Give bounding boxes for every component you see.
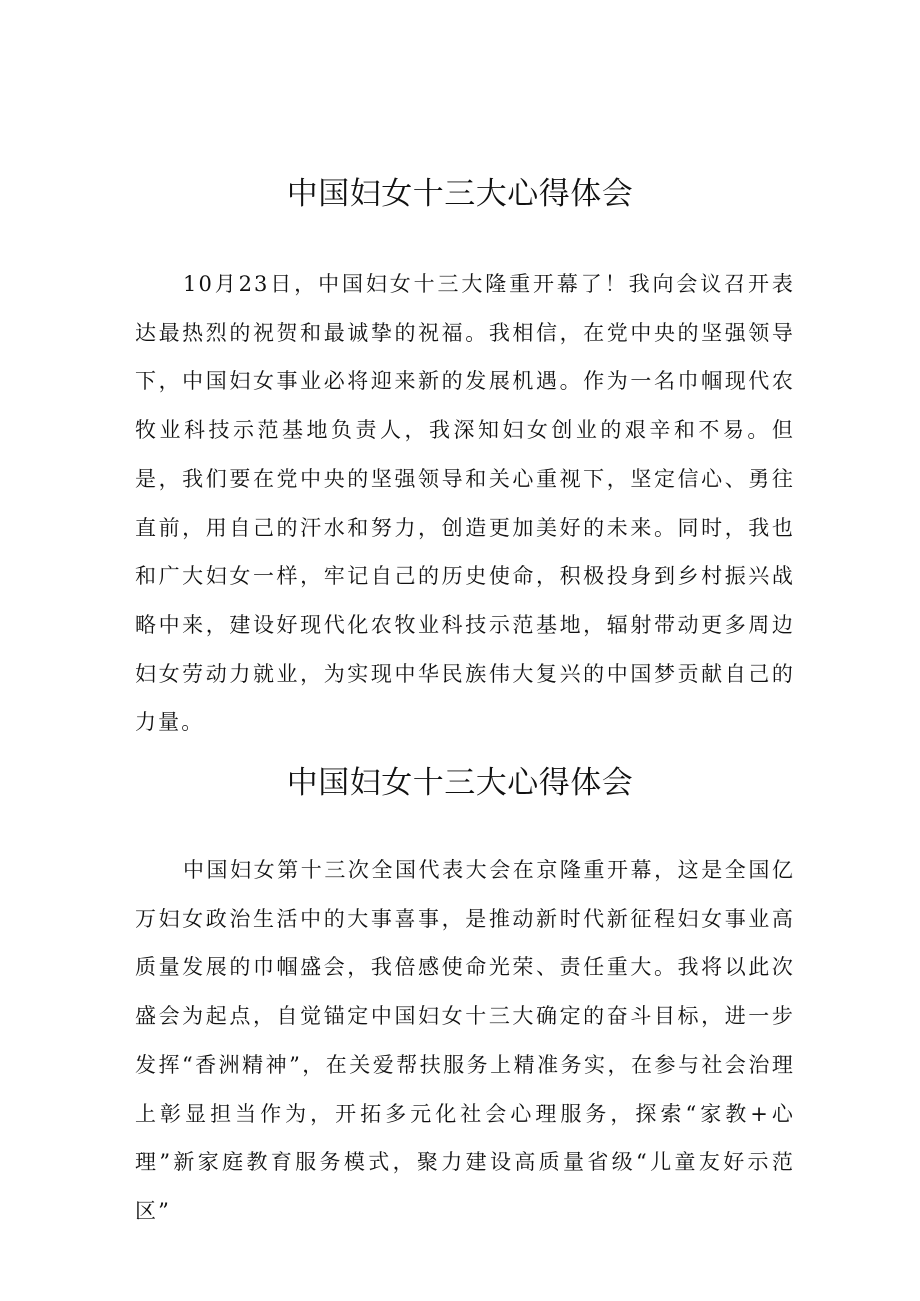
section-1-title: 中国妇女十三大心得体会 <box>286 176 634 212</box>
section-2-title: 中国妇女十三大心得体会 <box>286 765 634 801</box>
section-2-paragraph: 中国妇女第十三次全国代表大会在京隆重开幕，这是全国亿万妇女政治生活中的大事喜事，是推动新时代新征程妇女事业高质量发展的巾帼盛会，我倍感使命光荣、责任重大。我将以此次盛会为起点，自觉锚定中国妇女十三大确定的奋斗目标，进一步发挥“香洲精神”，在关爱帮扶服务上精准务实，在参与社会治理上彰显担当作为，开拓多元化社会心理服务，探索“家教+心理”新家庭教育服务模式，聚力建设高质量省级“儿童友好示范区” <box>135 858 795 1223</box>
section-1-paragraph: 10月23日，中国妇女十三大隆重开幕了！我向会议召开表达最热烈的祝贺和最诚挚的祝福。我相信，在党中央的坚强领导下，中国妇女事业必将迎来新的发展机遇。作为一名巾帼现代农牧业科技示范基地负责人，我深知妇女创业的艰辛和不易。但是，我们要在党中央的坚强领导和关心重视下，坚定信心、勇往直前，用自己的汗水和努力，创造更加美好的未来。同时，我也和广大妇女一样，牢记自己的历史使命，积极投身到乡村振兴战略中来，建设好现代化农牧业科技示范基地，辐射带动更多周边妇女劳动力就业，为实现中华民族伟大复兴的中国梦贡献自己的力量。 <box>135 272 795 735</box>
